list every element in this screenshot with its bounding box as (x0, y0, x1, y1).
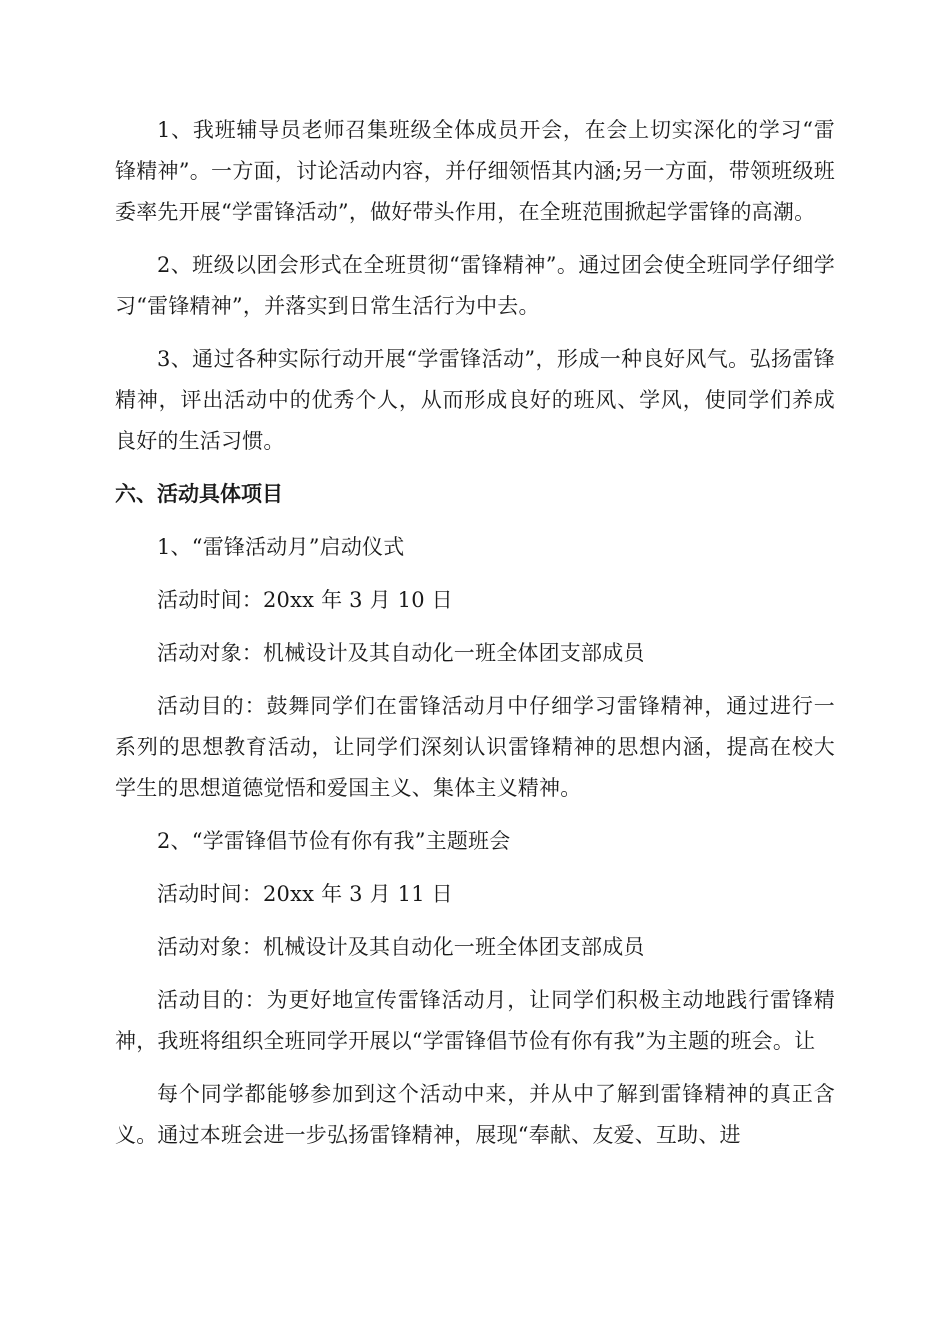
paragraph-3: 3、通过各种实际行动开展“学雷锋活动”，形成一种良好风气。弘扬雷锋精神，评出活动中的优秀个人，从而形成良好的班风、学风，使同学们养成良好的生活习惯。 (115, 347, 835, 453)
section-heading: 六、活动具体项目 (115, 482, 283, 506)
paragraph-1: 1、我班辅导员老师召集班级全体成员开会，在会上切实深化的学习“雷锋精神”。一方面，讨论活动内容，并仔细领悟其内涵;另一方面，带领班级班委率先开展“学雷锋活动”，做好带头作用，在全班范围掀起学雷锋的高潮。 (115, 118, 835, 224)
item-time-1: 活动时间：20xx 年 3 月 10 日 (157, 588, 453, 612)
item-title-2: 2、“学雷锋倡节俭有你有我”主题班会 (157, 829, 511, 853)
item-time-2: 活动时间：20xx 年 3 月 11 日 (157, 882, 453, 906)
paragraph-2: 2、班级以团会形式在全班贯彻“雷锋精神”。通过团会使全班同学仔细学习“雷锋精神”，并落实到日常生活行为中去。 (115, 253, 835, 318)
continued-paragraph: 每个同学都能够参加到这个活动中来，并从中了解到雷锋精神的真正含义。通过本班会进一步弘扬雷锋精神，展现“奉献、友爱、互助、进 (115, 1082, 835, 1147)
item-target-2: 活动对象：机械设计及其自动化一班全体团支部成员 (157, 935, 645, 959)
item-purpose-1: 活动目的：鼓舞同学们在雷锋活动月中仔细学习雷锋精神，通过进行一系列的思想教育活动，让同学们深刻认识雷锋精神的思想内涵，提高在校大学生的思想道德觉悟和爱国主义、集体主义精神。 (115, 694, 835, 800)
item-title-1: 1、“雷锋活动月”启动仪式 (157, 535, 405, 559)
item-target-1: 活动对象：机械设计及其自动化一班全体团支部成员 (157, 641, 645, 665)
document-body (115, 110, 835, 1156)
item-purpose-2: 活动目的：为更好地宣传雷锋活动月，让同学们积极主动地践行雷锋精神，我班将组织全班同学开展以“学雷锋倡节俭有你有我”为主题的班会。让 (115, 988, 835, 1053)
